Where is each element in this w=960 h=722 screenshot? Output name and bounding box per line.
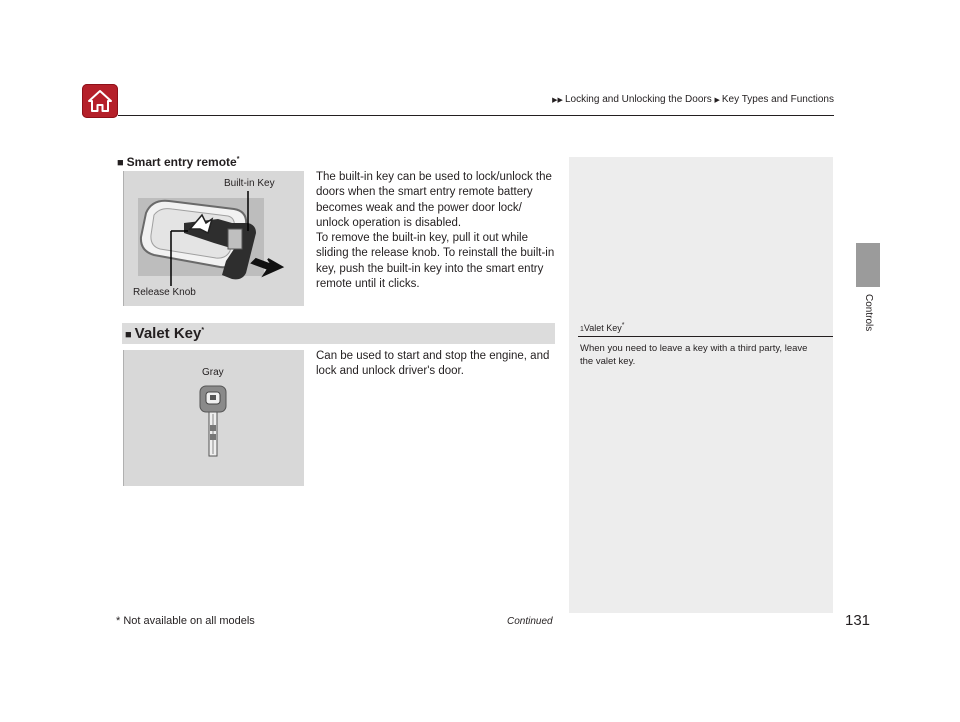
sidebar-note-divider bbox=[578, 336, 833, 337]
continued-label: Continued bbox=[507, 616, 553, 627]
callout-release-knob: Release Knob bbox=[133, 287, 196, 298]
callout-built-in-key: Built-in Key bbox=[224, 178, 275, 189]
chapter-tab-label: Controls bbox=[863, 294, 874, 332]
valet-key-heading: ■ Valet Key* bbox=[125, 325, 205, 342]
breadcrumb-arrow-icon: ▶▶ bbox=[552, 97, 563, 104]
header-divider bbox=[118, 115, 834, 116]
note-marker-icon: 1 bbox=[580, 326, 584, 333]
valet-key-section-bar bbox=[122, 323, 555, 344]
breadcrumb-arrow-icon: ▶ bbox=[714, 97, 720, 104]
smart-entry-description bbox=[316, 170, 556, 292]
breadcrumb-item[interactable]: Key Types and Functions bbox=[721, 94, 834, 105]
sidebar-note-text: When you need to leave a key with a third party, leave the valet key. bbox=[580, 343, 808, 367]
home-icon[interactable] bbox=[82, 84, 118, 118]
sidebar-note-heading: 1Valet Key* bbox=[580, 322, 625, 333]
square-bullet-icon: ■ bbox=[125, 329, 132, 341]
sidebar-panel bbox=[569, 157, 833, 613]
callout-gray: Gray bbox=[202, 367, 224, 378]
footnote: * Not available on all models bbox=[116, 615, 255, 627]
breadcrumb bbox=[552, 94, 834, 105]
paragraph: To remove the built-in key, pull it out while sliding the release knob. To reinstall the built-in key, push the built-in key into the smart entry remote until it clicks. bbox=[316, 232, 555, 291]
breadcrumb-item[interactable]: Locking and Unlocking the Doors bbox=[564, 94, 712, 105]
paragraph: The built-in key can be used to lock/unlock the doors when the smart entry remote battery becomes weak and the power door lock/ unlock operation is disabled. bbox=[316, 171, 552, 229]
chapter-tab[interactable] bbox=[856, 243, 880, 287]
smart-entry-heading: ■ Smart entry remote* bbox=[117, 155, 240, 169]
page-number: 131 bbox=[845, 612, 871, 629]
valet-key-description: Can be used to start and stop the engine, and lock and unlock driver's door. bbox=[316, 350, 550, 378]
smart-entry-remote-figure bbox=[123, 171, 304, 306]
valet-key-figure bbox=[123, 350, 304, 486]
square-bullet-icon: ■ bbox=[117, 157, 124, 169]
